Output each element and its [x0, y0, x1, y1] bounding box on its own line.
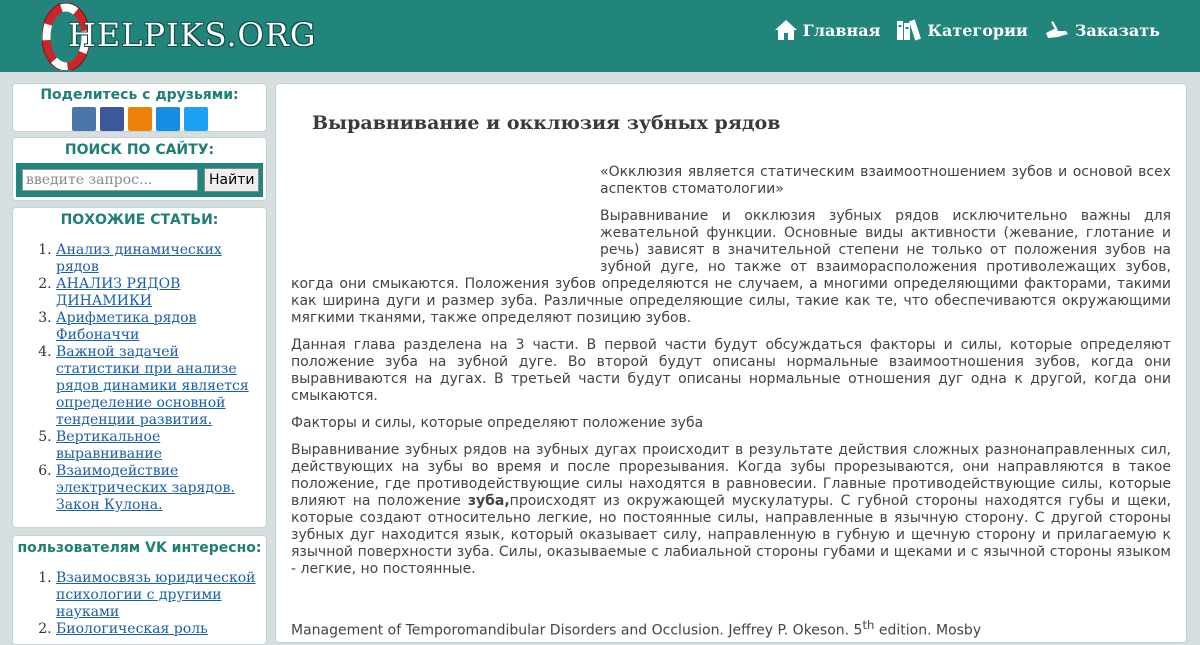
list-item — [56, 344, 266, 429]
article-source — [291, 618, 981, 639]
source-text: Management of Temporomandibular Disorders and Occlusion. Jeffrey P. Okeson. 5 — [291, 622, 863, 639]
facebook-icon[interactable] — [100, 107, 124, 131]
image-placeholder — [291, 164, 600, 262]
vk-list — [13, 570, 266, 638]
article-body — [291, 164, 1171, 588]
share-box — [12, 83, 267, 132]
list-item — [56, 276, 266, 310]
search-box — [12, 137, 267, 201]
nav-home[interactable] — [774, 12, 881, 48]
related-link[interactable]: АНАЛИЗ РЯДОВ ДИНАМИКИ — [56, 276, 181, 309]
logo-text: HELPIKS.ORG — [68, 16, 317, 54]
moimir-icon[interactable] — [156, 107, 180, 131]
list-item — [56, 242, 266, 276]
nav-home-label: Главная — [802, 20, 881, 40]
nav-categories-label: Категории — [927, 20, 1028, 40]
article-paragraph: Выравнивание и окклюзия зубных рядов исключительно важны для жевательной функции. Основные виды активности (жевание, глотание и речь) зависят в значительной степени не только от положения зубов на зубной дуге, но также от взаиморасположения противолежащих зубов, когда они смыкаются. Положения зубов определяются не случаем, а многими определяющими факторами, такими как ширина дуги и размер зуба. Различные определяющие силы, такие как те, что обеспечиваются окружающими мягкими тканями, также определяют позицию зубов. — [291, 208, 1171, 326]
article-paragraph — [291, 442, 1171, 578]
article-quote: «Окклюзия является статическим взаимоотношением зубов и основой всех аспектов стоматологии» — [600, 164, 1171, 197]
related-link[interactable]: Арифметика рядов Фибоначчи — [56, 310, 197, 343]
vk-interesting — [12, 535, 267, 645]
nav-order[interactable] — [1044, 12, 1160, 48]
related-link[interactable]: Вертикальное выравнивание — [56, 429, 163, 462]
nav-order-label: Заказать — [1074, 20, 1160, 40]
list-item — [56, 429, 266, 463]
odnoklassniki-icon[interactable] — [128, 107, 152, 131]
list-item — [56, 310, 266, 344]
books-icon — [896, 19, 922, 41]
nav-categories[interactable] — [896, 12, 1027, 48]
article-panel — [275, 83, 1187, 643]
related-link[interactable]: Взаимодействие электрических зарядов. Закон Кулона. — [56, 463, 235, 513]
vk-link[interactable]: Биологическая роль — [56, 621, 208, 637]
article-subheading: Факторы и силы, которые определяют положение зуба — [291, 415, 704, 431]
search-input[interactable] — [22, 169, 198, 191]
list-item — [56, 463, 266, 514]
article-paragraph: Данная глава разделена на 3 части. В первой части будут обсуждаться факторы и силы, которые определяют положение зуба на зубной дуге. Во второй будут описаны нормальные взаимоотношения зубов, когда они выравниваются на дугах. В третьей части будут описаны нормальные отношения дуг одна к другой, когда они смыкаются. — [291, 337, 1171, 404]
site-header — [0, 0, 1200, 72]
home-icon — [774, 18, 798, 42]
share-title: Поделитесь с друзьями: — [40, 87, 239, 103]
vk-title: пользователям VK интересно: — [17, 540, 262, 556]
vk-link[interactable]: Взаимосвязь юридической психологии с другими науками — [56, 570, 256, 620]
paragraph-text: Выравнивание зубных рядов на зубных дугах происходит в результате действия сложных разнонаправленных сил, действующих на зубы во время и после прорезывания. Когда зубы прорезываются, они направляются в такое положение, где противодействующие силы находятся в равновесии. Главные противодействующие силы, которые влияют на положение — [291, 442, 1171, 509]
vk-icon[interactable] — [72, 107, 96, 131]
source-text: edition. Mosby — [874, 622, 982, 639]
search-bar — [16, 163, 263, 197]
site-logo[interactable] — [42, 2, 317, 70]
list-item — [56, 570, 266, 621]
bold-term: зуба, — [467, 493, 510, 509]
related-articles — [12, 207, 267, 528]
share-buttons — [13, 107, 266, 131]
search-button[interactable]: Найти — [204, 168, 259, 192]
source-sup: th — [862, 618, 875, 632]
twitter-icon[interactable] — [184, 107, 208, 131]
search-title: ПОИСК ПО САЙТУ: — [64, 142, 215, 158]
page-title: Выравнивание и окклюзия зубных рядов — [312, 112, 781, 134]
related-title: ПОХОЖИЕ СТАТЬИ: — [60, 212, 219, 228]
related-link[interactable]: Важной задачей статистики при анализе рядов динамики является определение основной тенденции развития. — [56, 344, 249, 428]
order-icon — [1044, 19, 1070, 41]
paragraph-text: происходят из окружающей мускулатуры. С губной стороны находятся губы и щеки, которые создают относительно легкие, но постоянные силы, направленные в язычную сторону. С другой стороны зубных дуг находится язык, который оказывает силу, направленную в губную и щечную сторону и прилагаемую к язычной поверхности зуба. Силы, оказываемые с лабиальной стороны губами и щеками и с язычной стороны языком - легкие, но постоянные. — [291, 493, 1171, 577]
related-list — [13, 242, 266, 514]
main-nav — [774, 12, 1160, 48]
related-link[interactable]: Анализ динамических рядов — [56, 242, 222, 275]
